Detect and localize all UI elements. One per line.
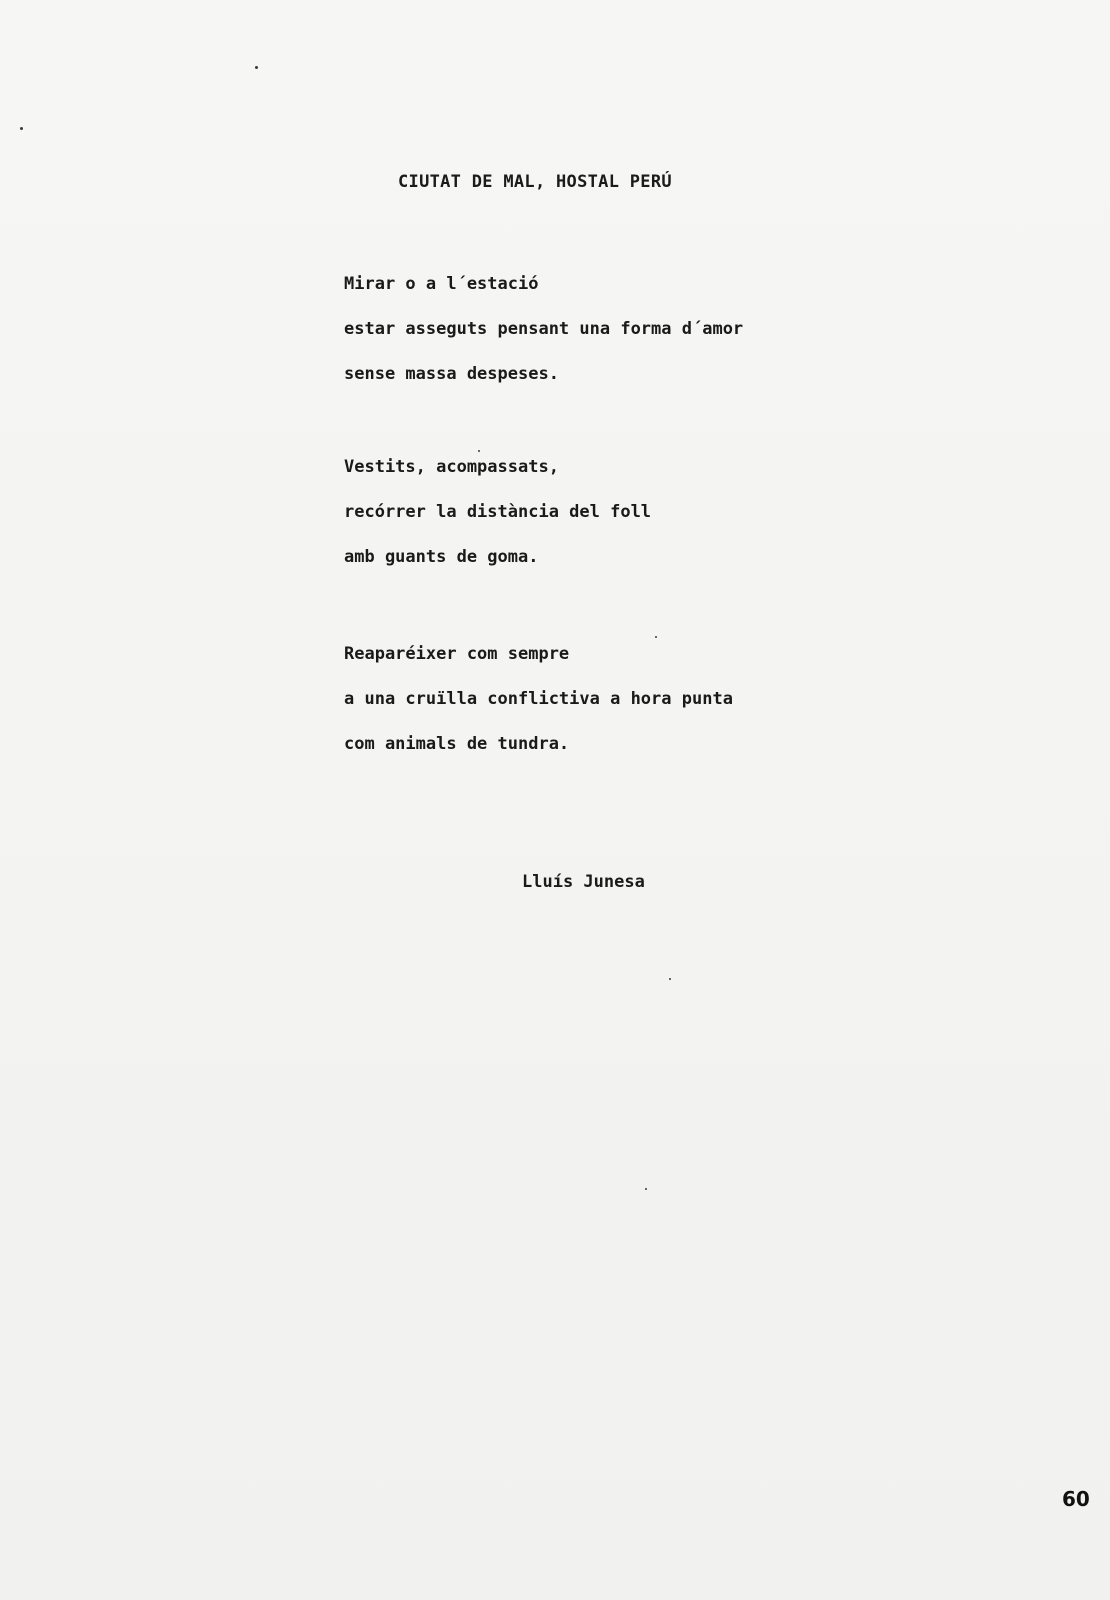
ink-speck [645,1188,647,1190]
poem-line: estar asseguts pensant una forma d´amor [344,319,744,339]
poem-line: a una cruïlla conflictiva a hora punta [344,689,733,709]
author-name: Lluís Junesa [522,872,645,892]
poem-line: recórrer la distància del foll [344,502,652,522]
ink-speck [20,127,23,130]
poem-line: Mirar o a l´estació [344,274,539,294]
ink-speck [669,978,671,980]
poem-line: com animals de tundra. [344,734,570,754]
page-number: 60 [1062,1487,1090,1511]
poem-line: Vestits, acompassats, [344,457,559,477]
poem-line: sense massa despeses. [344,364,559,384]
stanza [344,445,651,580]
stanza [344,632,733,767]
stanza [344,262,743,397]
poem-title: CIUTAT DE MAL, HOSTAL PERÚ [398,172,672,192]
poem-line: amb guants de goma. [344,547,539,567]
ink-speck [255,66,258,69]
poem-line: Reaparéixer com sempre [344,644,570,664]
